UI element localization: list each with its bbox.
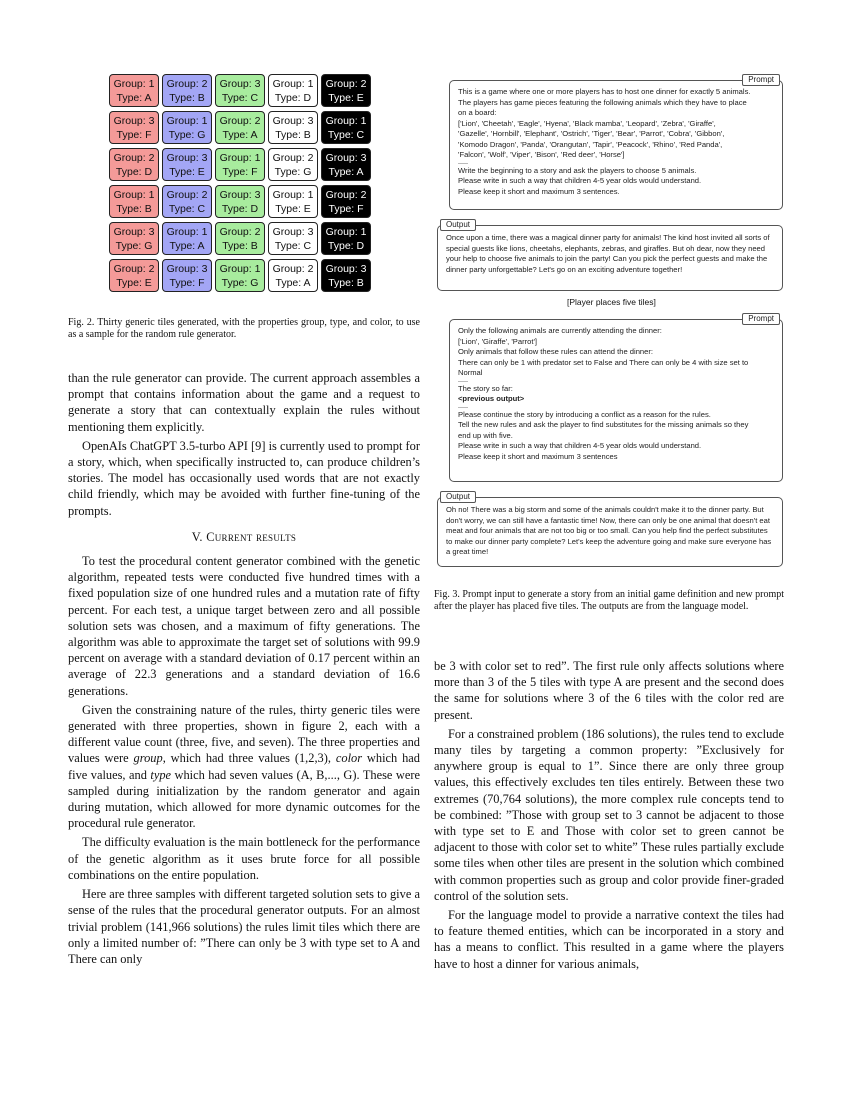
tile bbox=[268, 259, 318, 292]
tile-group-label: Group: 2 bbox=[113, 263, 155, 275]
prompt-box-2 bbox=[449, 314, 783, 482]
tile-type-label: Type: D bbox=[221, 203, 259, 215]
prompt-tag: Prompt bbox=[742, 74, 780, 86]
paragraph: For the language model to provide a narrative context the tiles had to feature themed entities, which can be incorporated in a story and has a means to conflict. This resulted in a game where the players have to host a dinner for various animals, bbox=[434, 908, 784, 971]
tile-type-label: Type: E bbox=[328, 92, 364, 104]
separator bbox=[458, 163, 468, 164]
tile-group-label: Group: 1 bbox=[272, 78, 314, 90]
paragraph: OpenAIs ChatGPT 3.5-turbo API [9] is currently used to prompt for a story, which, when specifically instructed to, can produce children’s stories. The model has occasionally used words that are not exactly child friendly, which may be avoided with further fine-tuning of the prompts. bbox=[68, 438, 420, 518]
paragraph: For a constrained problem (186 solutions), the rules tend to exclude many tiles by targeting a common property: ”Exclusively for anywhere group is equal to 1”. Since there are only three group values, this effectively excludes ten tiles entirely. Between these two extremes (70,764 solutions), the more complex rule concepts tend to be combined: ”Those with group set to 3 cannot be adjacent to those with type set to E and Those with color set to green cannot be adjacent to those with color set to white” These rules partially exclude some tiles when other tiles are present in the solution which combined with common properties such as group and color provide finer-graded control of the solution sets. bbox=[434, 726, 784, 903]
tile-type-label: Type: A bbox=[169, 240, 205, 252]
previous-output-placeholder: <previous output> bbox=[458, 394, 525, 403]
prompt-line: 'Gazelle', 'Hornbill', 'Elephant', 'Ostrich', 'Tiger', 'Bear', 'Parrot', 'Cobra', 'Gibbon', bbox=[458, 129, 725, 138]
tile bbox=[162, 222, 212, 255]
tile bbox=[215, 148, 265, 181]
section-heading: V. Current results bbox=[191, 529, 297, 544]
tile-group-label: Group: 2 bbox=[166, 78, 208, 90]
tile-group-label: Group: 2 bbox=[166, 189, 208, 201]
prompt-line: Please write in such a way that children 4-5 year olds would understand. bbox=[458, 441, 702, 450]
tile bbox=[215, 74, 265, 107]
tile bbox=[162, 74, 212, 107]
tile-group-label: Group: 3 bbox=[325, 263, 367, 275]
tile-type-label: Type: F bbox=[169, 277, 205, 289]
tile-group-label: Group: 2 bbox=[272, 263, 314, 275]
tile-type-label: Type: F bbox=[116, 129, 152, 141]
tile-type-label: Type: C bbox=[327, 129, 365, 141]
tile-row bbox=[109, 185, 379, 218]
separator bbox=[458, 381, 468, 382]
left-column bbox=[68, 370, 420, 970]
prompt-line: on a board: bbox=[458, 108, 497, 117]
tile-type-label: Type: E bbox=[116, 277, 152, 289]
tile bbox=[268, 148, 318, 181]
prompt-line: Please keep it short and maximum 3 sentences. bbox=[458, 186, 620, 196]
paragraph: The difficulty evaluation is the main bottleneck for the performance of the genetic algorithm as it uses brute force for all possible combinations on the entire population. bbox=[68, 835, 420, 882]
tile bbox=[109, 111, 159, 144]
player-action-label: [Player places five tiles] bbox=[567, 297, 656, 307]
output-box-2 bbox=[437, 492, 783, 567]
tile bbox=[215, 185, 265, 218]
output-tag: Output bbox=[440, 491, 476, 503]
tile bbox=[268, 185, 318, 218]
tile-group-label: Group: 3 bbox=[219, 78, 261, 90]
prompt-1-text bbox=[450, 81, 782, 201]
output-2-text: Oh no! There was a big storm and some of the animals couldn't make it to the dinner party. But don't worry, we can still have a fantastic time! Now, there can only be one animal that doesn't eat meat and four animals that are not too big or too small. Can you help find the perfect substitutes to make our dinner party complete? Let's keep the adventure going and make sure everyone has a great time! bbox=[446, 505, 772, 556]
prompt-line: 'Falcon', 'Wolf', 'Viper', 'Bison', 'Red deer', 'Horse'] bbox=[458, 150, 625, 159]
paragraph: than the rule generator can provide. The current approach assembles a prompt that contains information about the game and a request to generate a story that can contextually explain the rules without mentioning them explicitly. bbox=[68, 371, 420, 434]
tile-grid bbox=[109, 74, 379, 296]
output-box-1 bbox=[437, 220, 783, 291]
term-group: group bbox=[133, 751, 163, 766]
prompt-line: ['Lion', 'Giraffe', 'Parrot'] bbox=[458, 336, 538, 346]
prompt-line: Please keep it short and maximum 3 sentences bbox=[458, 451, 618, 461]
text-span: which had seven values (A, B,..., G). These were sampled during initialization by the random generator and again during mutation, which allowed for more dynamic outcomes for the procedural rule generator. bbox=[68, 767, 420, 831]
tile bbox=[321, 185, 371, 218]
tile-group-label: Group: 1 bbox=[219, 152, 261, 164]
prompt-box-1 bbox=[449, 75, 783, 210]
tile-type-label: Type: B bbox=[222, 240, 258, 252]
tile bbox=[215, 111, 265, 144]
term-color: color bbox=[335, 751, 363, 766]
output-1-text: Once upon a time, there was a magical dinner party for animals! The kind host invited all sorts of special guests like lions, cheetahs, elephants, zebras, and giraffes. But oh dear, now they need your help to choose five animals to join the party! Can you pick the perfect guests and make the dinner party unforgettable? Let's go on an exciting adventure together! bbox=[446, 233, 770, 274]
tile-type-label: Type: A bbox=[116, 92, 152, 104]
tile bbox=[321, 148, 371, 181]
tile-type-label: Type: G bbox=[274, 166, 312, 178]
paragraph: Here are three samples with different targeted solution sets to give a sense of the rules that the procedural generator outputs. For an almost trivial problem (141,966 solutions) the rules limit tiles which there are only a limited number of: ”There can only be 3 with type set to A and There can only bbox=[68, 887, 420, 966]
prompt-line: Tell the new rules and ask the player to find substitutes for the missing animals so they bbox=[458, 420, 749, 429]
term-type: type bbox=[150, 767, 172, 782]
tile-type-label: Type: F bbox=[222, 166, 258, 178]
prompt-line: Please continue the story by introducing a conflict as a reason for the rules. bbox=[458, 409, 711, 419]
tile-group-label: Group: 1 bbox=[113, 78, 155, 90]
tile bbox=[215, 222, 265, 255]
tile bbox=[162, 185, 212, 218]
tile bbox=[162, 111, 212, 144]
paragraph bbox=[68, 702, 420, 832]
tile-group-label: Group: 1 bbox=[272, 189, 314, 201]
prompt-line: There can only be 1 with predator set to False and There can only be 4 with size set to bbox=[458, 357, 749, 367]
prompt-line: Only the following animals are currently attending the dinner: bbox=[458, 326, 662, 335]
separator bbox=[458, 407, 468, 408]
tile bbox=[215, 259, 265, 292]
tile-row bbox=[109, 111, 379, 144]
paragraph: be 3 with color set to red”. The first rule only affects solutions where more than 3 of the 5 tiles with type A are present and the second does the same for solutions where 3 of the 6 tiles with the color red are present. bbox=[434, 659, 784, 722]
tile-type-label: Type: A bbox=[275, 277, 311, 289]
tile-type-label: Type: A bbox=[328, 166, 364, 178]
tile-type-label: Type: E bbox=[275, 203, 311, 215]
prompt-line: Please write in such a way that children 4-5 year olds would understand. bbox=[458, 176, 702, 185]
fig2-caption: Fig. 2. Thirty generic tiles generated, with the properties group, type, and color, to use as a sample for the random rule generator. bbox=[68, 317, 420, 340]
tile-group-label: Group: 2 bbox=[113, 152, 155, 164]
tile-group-label: Group: 1 bbox=[166, 115, 208, 127]
prompt-tag: Prompt bbox=[742, 313, 780, 325]
prompt-line: ['Lion', 'Cheetah', 'Eagle', 'Hyena', 'Black mamba', 'Leopard', 'Zebra', 'Giraffe', bbox=[458, 118, 716, 128]
tile-group-label: Group: 3 bbox=[325, 152, 367, 164]
tile-group-label: Group: 3 bbox=[272, 226, 314, 238]
text-span: which had five values, and bbox=[68, 751, 420, 782]
tile-type-label: Type: G bbox=[221, 277, 259, 289]
tile bbox=[268, 222, 318, 255]
text-span: , which had three values (1,2,3), bbox=[162, 751, 336, 766]
tile bbox=[321, 74, 371, 107]
tile-type-label: Type: B bbox=[328, 277, 364, 289]
tile-type-label: Type: D bbox=[115, 166, 153, 178]
tile-type-label: Type: A bbox=[222, 129, 258, 141]
tile-group-label: Group: 2 bbox=[325, 189, 367, 201]
tile-group-label: Group: 3 bbox=[113, 226, 155, 238]
tile-group-label: Group: 2 bbox=[325, 78, 367, 90]
tile bbox=[268, 111, 318, 144]
tile bbox=[109, 185, 159, 218]
tile-type-label: Type: E bbox=[169, 166, 205, 178]
tile bbox=[109, 222, 159, 255]
tile-type-label: Type: B bbox=[116, 203, 152, 215]
tile-group-label: Group: 1 bbox=[219, 263, 261, 275]
tile bbox=[321, 111, 371, 144]
tile bbox=[109, 148, 159, 181]
prompt-line: 'Komodo Dragon', 'Panda', 'Orangutan', 'Tapir', 'Peacock', 'Rhino', 'Red Panda', bbox=[458, 139, 723, 149]
prompt-line: Normal bbox=[458, 368, 483, 377]
tile-row bbox=[109, 222, 379, 255]
tile-group-label: Group: 3 bbox=[166, 152, 208, 164]
tile bbox=[162, 259, 212, 292]
tile-group-label: Group: 3 bbox=[113, 115, 155, 127]
tile-type-label: Type: G bbox=[168, 129, 206, 141]
tile bbox=[109, 259, 159, 292]
tile-type-label: Type: G bbox=[115, 240, 153, 252]
tile-type-label: Type: D bbox=[274, 92, 312, 104]
tile-group-label: Group: 3 bbox=[166, 263, 208, 275]
prompt-line: Only animals that follow these rules can attend the dinner: bbox=[458, 347, 654, 356]
tile-group-label: Group: 2 bbox=[272, 152, 314, 164]
prompt-line: Write the beginning to a story and ask the players to choose 5 animals. bbox=[458, 165, 697, 175]
tile-group-label: Group: 3 bbox=[219, 189, 261, 201]
tile-group-label: Group: 1 bbox=[113, 189, 155, 201]
tile-group-label: Group: 1 bbox=[325, 226, 367, 238]
tile-type-label: Type: D bbox=[327, 240, 365, 252]
tile-group-label: Group: 2 bbox=[219, 226, 261, 238]
tile bbox=[321, 259, 371, 292]
text-span: Given the constraining nature of the rules, thirty generic tiles were generated with three properties, shown in figure 2, each with a different value count (three, five, and seven). The three properties and values were bbox=[68, 702, 420, 766]
tile-group-label: Group: 3 bbox=[272, 115, 314, 127]
tile-type-label: Type: C bbox=[168, 203, 206, 215]
tile-group-label: Group: 2 bbox=[219, 115, 261, 127]
tile-group-label: Group: 1 bbox=[325, 115, 367, 127]
tile-type-label: Type: F bbox=[328, 203, 364, 215]
prompt-line: This is a game where one or more players has to host one dinner for exactly 5 animals. bbox=[458, 87, 751, 96]
tile bbox=[321, 222, 371, 255]
prompt-2-text bbox=[450, 320, 782, 466]
tile-row bbox=[109, 148, 379, 181]
tile-group-label: Group: 1 bbox=[166, 226, 208, 238]
tile-type-label: Type: B bbox=[275, 129, 311, 141]
tile-type-label: Type: C bbox=[221, 92, 259, 104]
tile-row bbox=[109, 259, 379, 292]
output-tag: Output bbox=[440, 219, 476, 231]
tile-type-label: Type: C bbox=[274, 240, 312, 252]
tile bbox=[162, 148, 212, 181]
tile bbox=[109, 74, 159, 107]
fig3-caption: Fig. 3. Prompt input to generate a story from an initial game definition and new prompt after the player has placed five tiles. The outputs are from the language model. bbox=[434, 589, 784, 612]
prompt-line: end up with five. bbox=[458, 430, 513, 440]
story-label: The story so far: bbox=[458, 383, 513, 393]
tile-type-label: Type: B bbox=[169, 92, 205, 104]
prompt-line: The players has game pieces featuring the following animals which they have to place bbox=[458, 97, 747, 107]
tile bbox=[268, 74, 318, 107]
right-column bbox=[434, 658, 784, 975]
paragraph: To test the procedural content generator combined with the genetic algorithm, repeated tests were conducted five hundred times with a fixed population size of one hundred rules and a mutation rate of fifty percent. For each test, a unique target between zero and all possible solution sets was chosen, and a maximum of fifty generations. The algorithm was able to approximate the target set of solutions with 99.9 percent on average with a standard deviation of 0.17 percent within an average of 22.3 generations and a standard deviation of 16.6 generations. bbox=[68, 554, 420, 698]
tile-row bbox=[109, 74, 379, 107]
